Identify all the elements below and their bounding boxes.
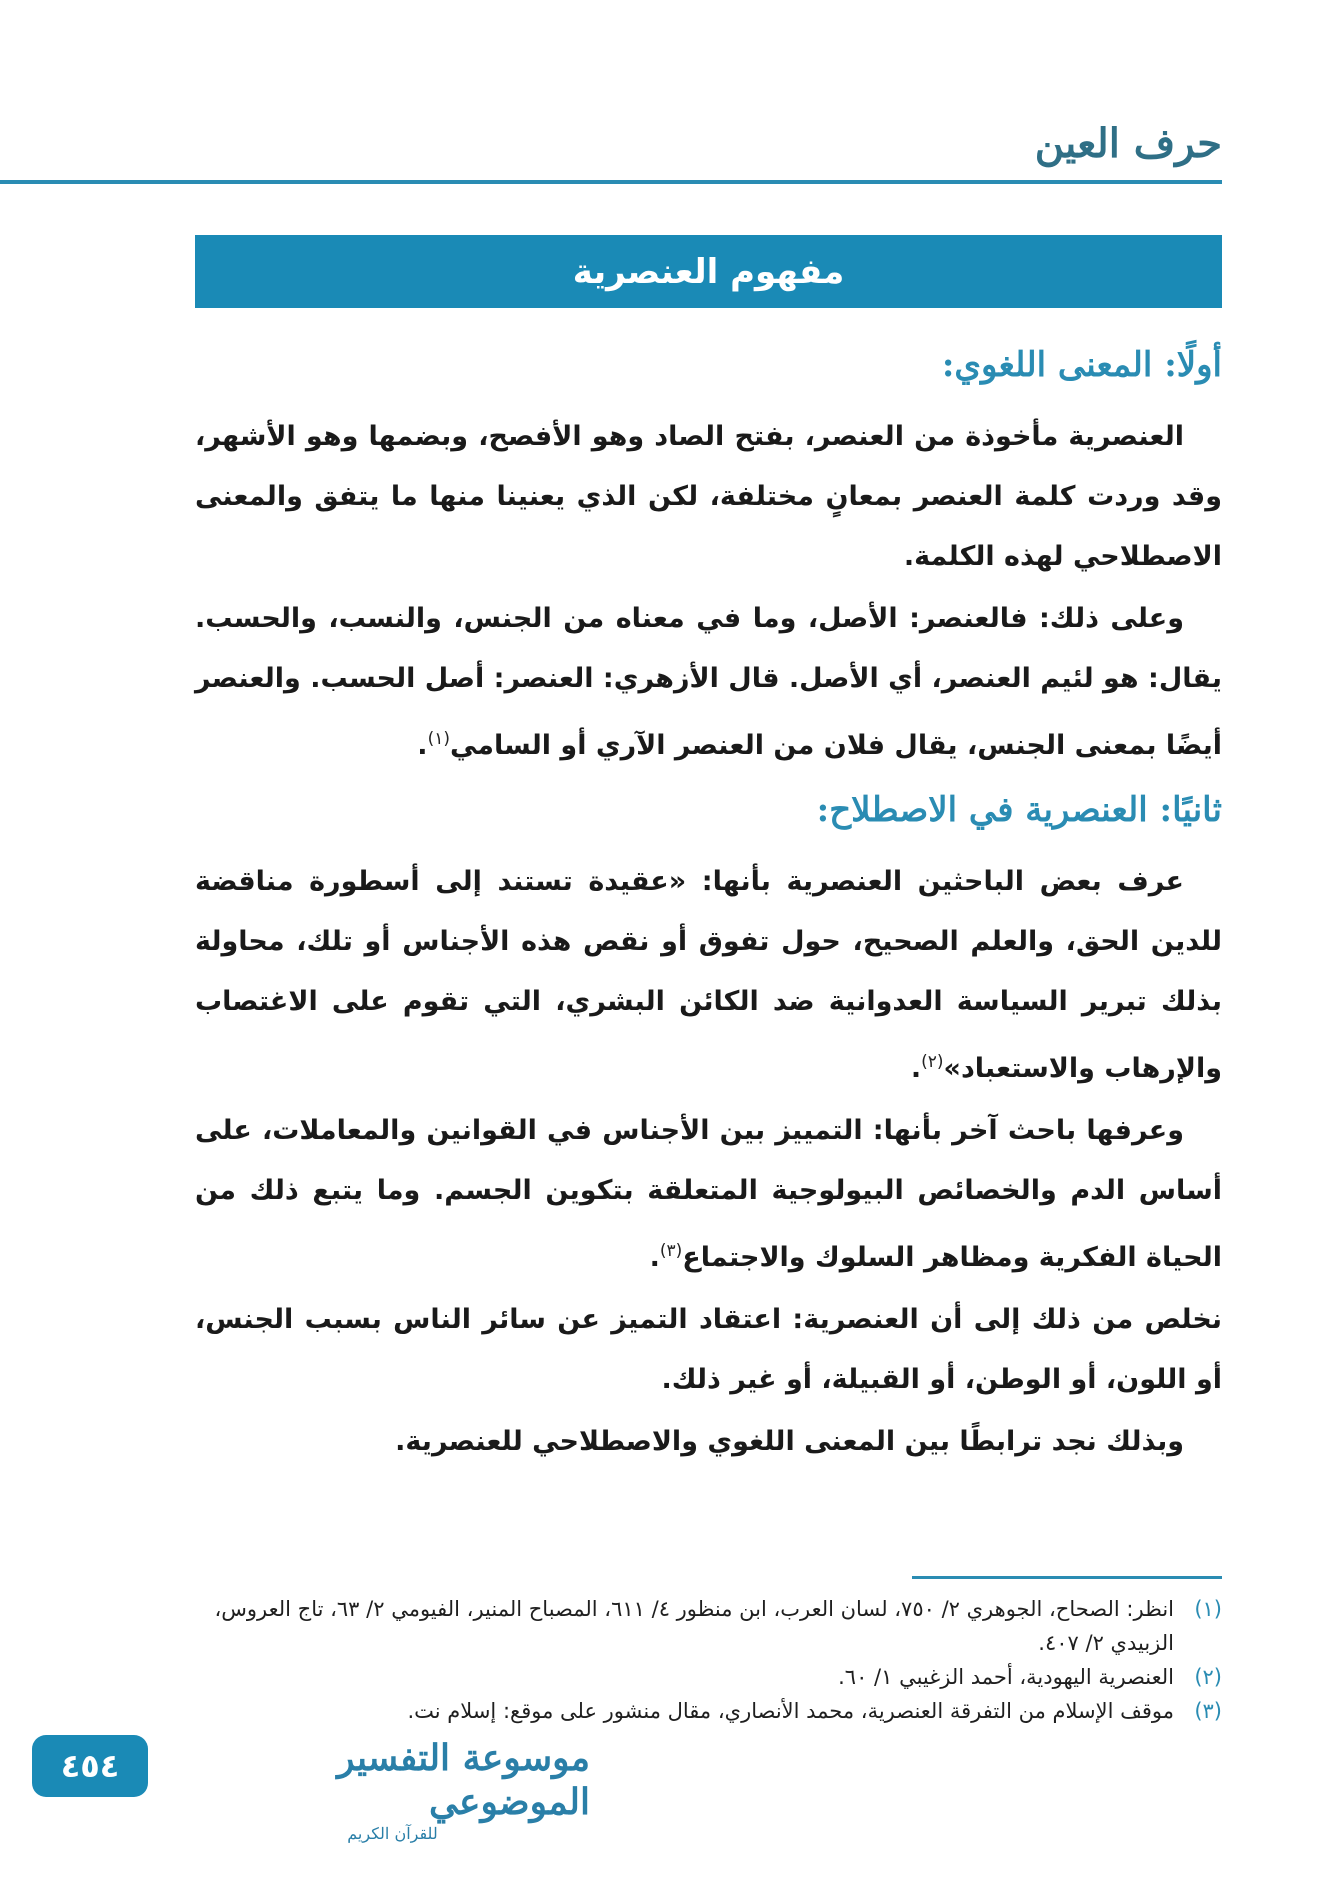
article-title-bar	[195, 235, 1222, 308]
section2-paragraph-2	[195, 1101, 1222, 1288]
section1-paragraph-2-text: وعلى ذلك: فالعنصر: الأصل، وما في معناه من الجنس، والنسب، والحسب. يقال: هو لئيم العنصر، أي الأصل. قال الأزهري: العنصر: أصل الحسب. والعنصر أيضًا بمعنى الجنس، يقال فلان من العنصر الآري أو السامي	[195, 603, 1222, 761]
page-number: ٤٥٤	[60, 1747, 120, 1785]
footnote-text: العنصرية اليهودية، أحمد الزغيبي ١/ ٦٠.	[838, 1665, 1174, 1689]
footnote-2	[195, 1660, 1222, 1694]
article-body	[195, 335, 1222, 1472]
section1-paragraph-2-end: .	[417, 730, 428, 761]
section1-paragraph-2	[195, 589, 1222, 776]
encyclopedia-logo	[195, 1735, 590, 1845]
section2-paragraph-1	[195, 852, 1222, 1099]
footnotes-rule	[912, 1576, 1222, 1579]
footnote-ref-2[interactable]: (٢)	[921, 1052, 944, 1072]
logo-subtitle: للقرآن الكريم	[347, 1824, 438, 1843]
footnotes	[195, 1592, 1222, 1728]
section2-heading: ثانيًا: العنصرية في الاصطلاح:	[816, 790, 1222, 830]
header-rule	[0, 180, 1222, 184]
logo-title: موسوعة التفسير الموضوعي	[337, 1737, 590, 1823]
section1-paragraph-1: العنصرية مأخوذة من العنصر، بفتح الصاد وهو الأفصح، وبضمها وهو الأشهر، وقد وردت كلمة العنصر بمعانٍ مختلفة، لكن الذي يعنينا منها ما يتفق والمعنى الاصطلاحي لهذه الكلمة.	[195, 421, 1222, 572]
section1-heading: أولًا: المعنى اللغوي:	[941, 345, 1222, 385]
section2-paragraph-1-end: .	[910, 1053, 922, 1084]
footnote-number: (١)	[1194, 1597, 1222, 1621]
footnote-text: انظر: الصحاح، الجوهري ٢/ ٧٥٠، لسان العرب، ابن منظور ٤/ ٦١١، المصباح المنير، الفيومي ٢/ ٦٣، تاج العروس، الزبيدي ٢/ ٤٠٧.	[214, 1597, 1174, 1655]
section2-paragraph-3: نخلص من ذلك إلى أن العنصرية: اعتقاد التميز عن سائر الناس بسبب الجنس، أو اللون، أو الوطن، أو القبيلة، أو غير ذلك.	[195, 1304, 1222, 1395]
section2-paragraph-1-text: عرف بعض الباحثين العنصرية بأنها: «عقيدة تستند إلى أسطورة مناقضة للدين الحق، والعلم الصحيح، حول تفوق أو نقص هذه الأجناس أو تلك، محاولة بذلك تبرير السياسة العدوانية ضد الكائن البشري، التي تقوم على الاغتصاب والإرهاب والاستعباد»	[195, 866, 1222, 1084]
footnote-text: موقف الإسلام من التفرقة العنصرية، محمد الأنصاري، مقال منشور على موقع: إسلام نت.	[407, 1699, 1174, 1723]
section2-paragraph-2-text: وعرفها باحث آخر بأنها: التمييز بين الأجناس في القوانين والمعاملات، على أساس الدم والخصائص البيولوجية المتعلقة بتكوين الجسم. وما يتبع ذلك من الحياة الفكرية ومظاهر السلوك والاجتماع	[195, 1115, 1222, 1273]
footnote-ref-3[interactable]: (٣)	[659, 1241, 683, 1261]
footnote-number: (٢)	[1194, 1665, 1222, 1689]
footnote-number: (٣)	[1194, 1699, 1222, 1723]
page-number-badge	[32, 1735, 148, 1797]
article-title: مفهوم العنصرية	[572, 251, 845, 292]
footnote-ref-1[interactable]: (١)	[427, 729, 450, 749]
section2-paragraph-4: وبذلك نجد ترابطًا بين المعنى اللغوي والاصطلاحي للعنصرية.	[395, 1426, 1184, 1457]
footnote-1	[195, 1592, 1222, 1660]
section2-paragraph-2-end: .	[649, 1242, 660, 1273]
footnote-3	[195, 1694, 1222, 1728]
chapter-title: حرف العين	[1034, 120, 1222, 167]
